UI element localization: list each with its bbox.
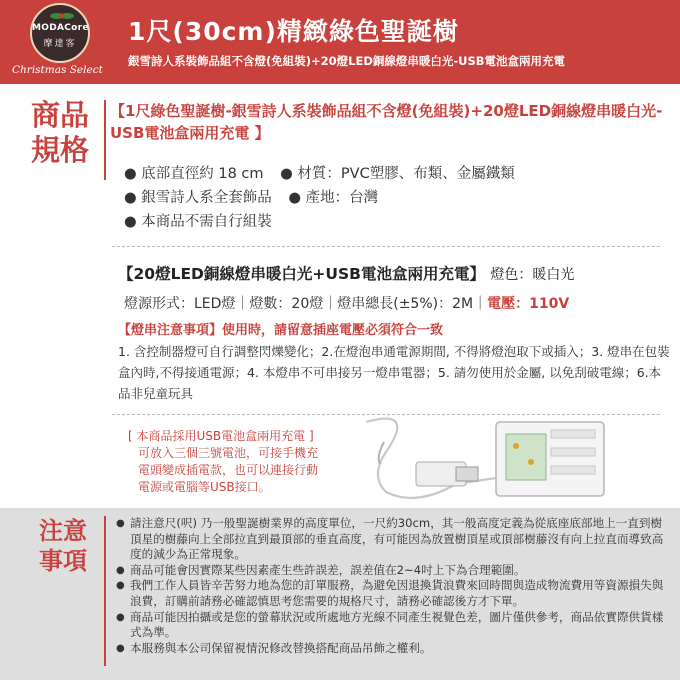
spec-origin: ● 產地：台灣 xyxy=(288,190,379,206)
notice-item: ● 商品可能會因實際某些因素產生些許誤差，誤差值在2~4吋上下為合理範圍。 xyxy=(116,563,672,579)
notice-item: ● 請注意尺(呎) 乃一般聖誕樹業界的高度單位，一尺約30cm，其一般高度定義為從底座底部地上一直到樹頂星的樹藤向上全部拉直到最頂部的垂直高度，有可能因為放置樹頂星或頂部樹藤沒有向上拉直而導致高度的減少為正常現象。 xyxy=(116,516,672,563)
led-title-text: 【20燈LED銅線燈串暖白光+USB電池盒兩用充電】 xyxy=(118,265,485,283)
spec-diameter: ● 底部直徑約 18 cm xyxy=(124,166,264,182)
spec-label-line1: 商品 xyxy=(30,98,89,132)
led-warning: 【燈串注意事項】使用時，請留意插座電壓必須符合一致 xyxy=(118,323,444,338)
spec-ornaments: ● 銀雪詩人系全套飾品 xyxy=(124,190,272,206)
usb-info-box xyxy=(128,428,350,496)
notice-section-label xyxy=(36,516,90,576)
notice-item: ● 本服務與本公司保留視情況修改替換搭配商品吊飾之權利。 xyxy=(116,641,672,657)
brand-logo xyxy=(30,3,90,63)
spec-divider xyxy=(104,100,106,180)
notice-divider xyxy=(104,516,106,666)
logo-brand-cn-text: 摩達客 xyxy=(43,39,77,49)
led-color: 燈色：暖白光 xyxy=(490,267,575,283)
spec-row-3 xyxy=(124,210,644,234)
notice-item: ● 商品可能因拍攝或是您的螢幕狀況或所處地方光線不同產生視覺色差，圖片僅供參考，商品依實際供貨樣式為準。 xyxy=(116,610,672,641)
section-divider xyxy=(112,246,660,247)
logo-brand-text: MODACore xyxy=(32,23,89,33)
usb-info-line3: 電頭變成插電款，也可以連接行動 xyxy=(138,463,319,477)
usb-info-line1: [ 本商品採用USB電池盒兩用充電 ] xyxy=(128,429,314,443)
page-title: 1尺(30cm)精緻綠色聖誕樹 xyxy=(128,17,459,46)
header-banner xyxy=(0,0,680,84)
spec-headline: 【1尺綠色聖誕樹-銀雪詩人系裝飾品組不含燈(免組裝)+20燈LED銅線燈串暖白光-USB電池盒兩用充電 】 xyxy=(110,102,663,142)
usb-info-line2: 可放入三個三號電池，可接手機充 xyxy=(138,446,319,460)
notice-item: ● 我們工作人員皆辛苦努力地為您的訂單服務，為避免因退換貨浪費來回時間與造成物流費用等資源損失與浪費，訂購前請務必確認慎思考您需要的規格尺寸，請務必確認後方才下單。 xyxy=(116,578,672,609)
led-specs-text: 燈源形式：LED燈｜燈數：20燈｜燈串總長(±5%)：2M｜ xyxy=(124,296,488,312)
spec-assembly: ● 本商品不需自行組裝 xyxy=(124,214,272,230)
spec-bullets xyxy=(124,162,644,234)
spec-material: ● 材質：PVC塑膠、布類、金屬鐵類 xyxy=(280,166,515,182)
usb-battery-box-image xyxy=(356,412,616,512)
holly-icon xyxy=(49,11,75,21)
notice-list xyxy=(116,516,672,656)
spec-row-1 xyxy=(124,162,644,186)
led-title xyxy=(118,262,678,284)
led-specs xyxy=(124,293,569,313)
spec-section-label xyxy=(30,98,90,168)
notice-label-line2: 事項 xyxy=(39,547,87,575)
usb-info-line4: 電源或電腦等USB接口。 xyxy=(138,480,271,494)
spec-row-2 xyxy=(124,186,644,210)
led-voltage: 電壓：110V xyxy=(487,296,570,312)
led-notes: 1. 含控制器燈可自行調整閃爍變化；2.在燈泡串通電源期間, 不得將燈泡取下或插入；3. 燈串在包裝盒內時,不得接通電源；4. 本燈串不可串接另一燈串電器；5. 請勿使用於金屬, 以免刮破電線；6.本品非兒童玩具 xyxy=(118,344,670,401)
notice-label-line1: 注意 xyxy=(39,517,87,545)
brand-tagline: Christmas Select xyxy=(12,64,103,76)
page-subtitle: 銀雪詩人系裝飾品組不含燈(免組裝)+20燈LED銅線燈串暖白光-USB電池盒兩用充電 xyxy=(128,54,566,68)
spec-label-line2: 規格 xyxy=(30,133,89,167)
